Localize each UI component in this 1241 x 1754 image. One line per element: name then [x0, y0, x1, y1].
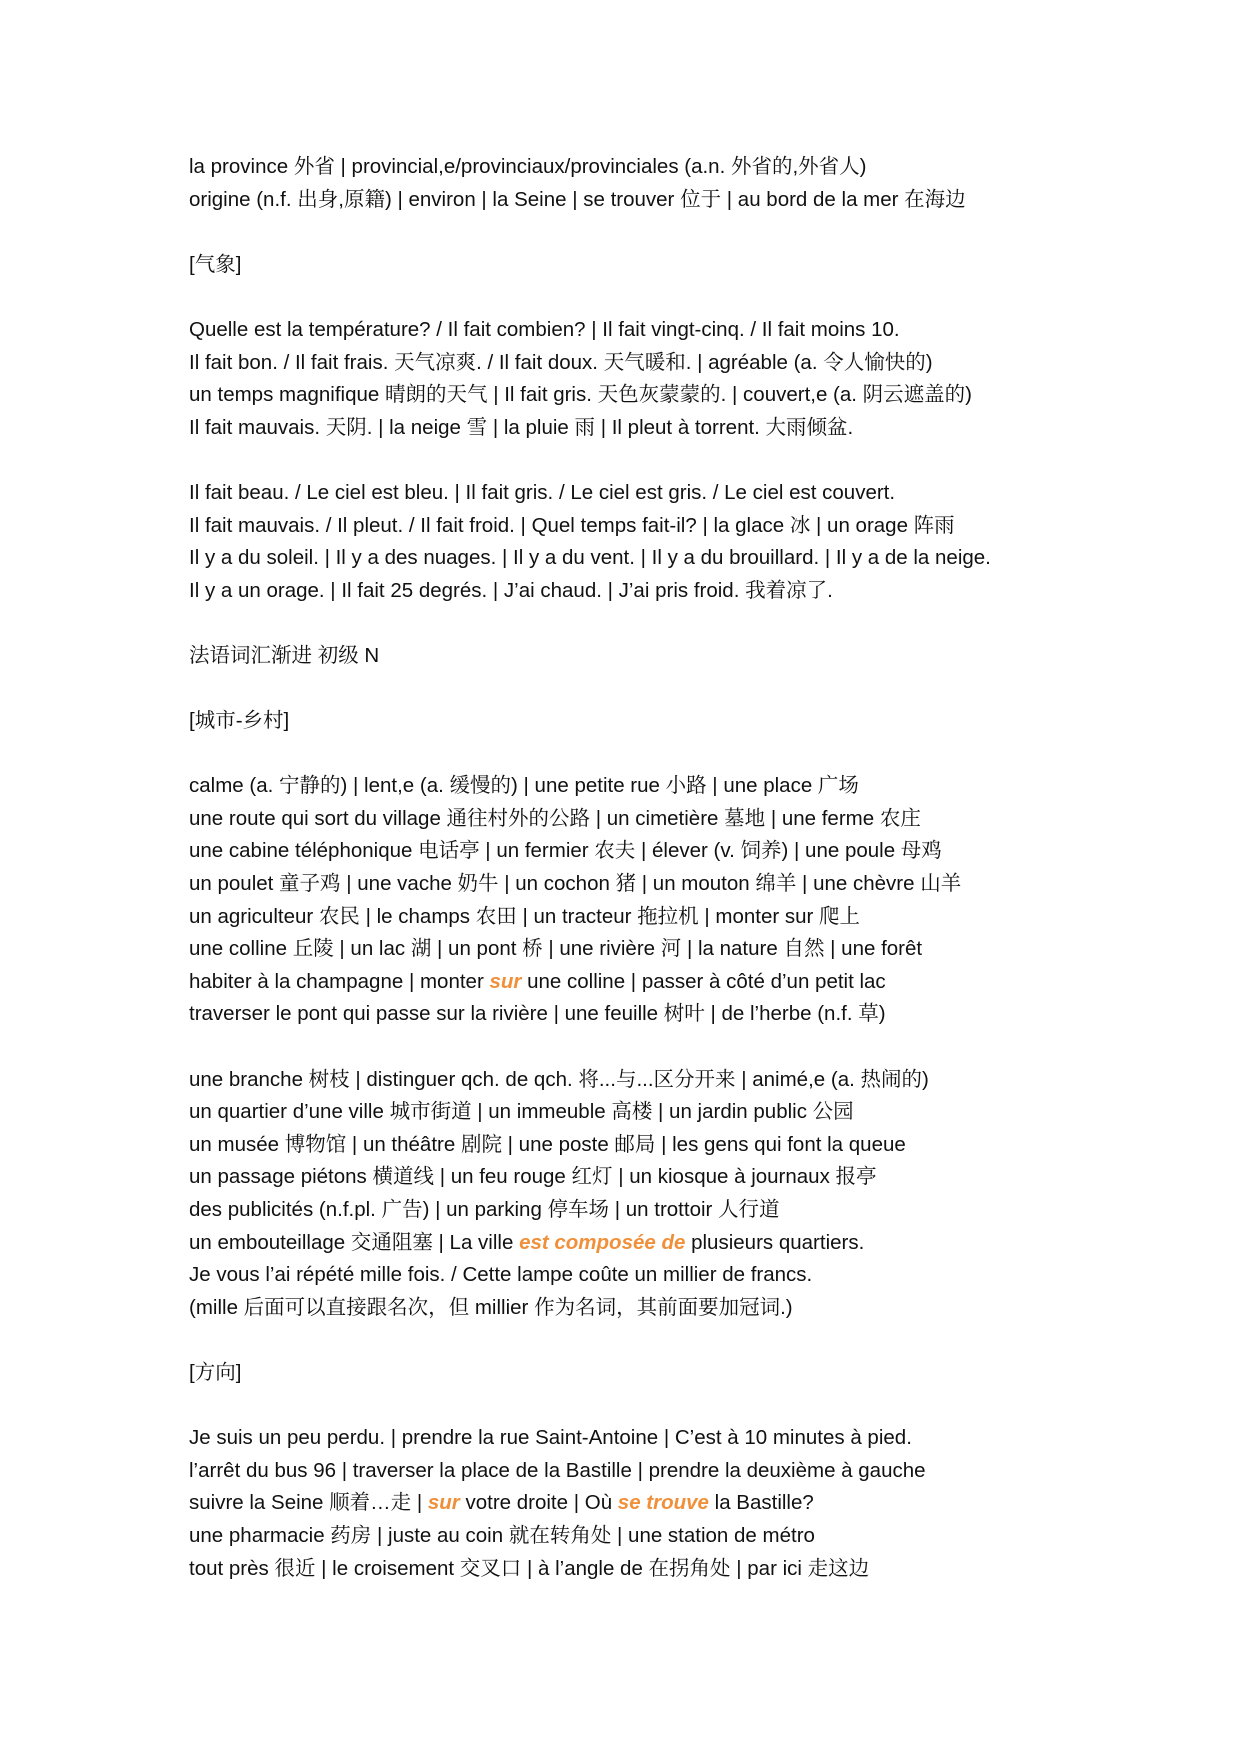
text-segment: [城市-乡村] [189, 709, 290, 733]
text-segment: Il y a un orage. | Il fait 25 degrés. | J’ai chaud. | J’ai pris froid. 我着凉了. [189, 578, 833, 602]
text-line [189, 347, 1089, 380]
text-line [189, 933, 1089, 966]
text-segment: tout près 很近 | le croisement 交叉口 | à l’angle de 在拐角处 | par ici 走这边 [189, 1556, 870, 1580]
text-segment: un poulet 童子鸡 | une vache 奶牛 | un cochon 猪 | un mouton 绵羊 | une chèvre 山羊 [189, 872, 962, 896]
text-segment: [气象] [189, 252, 242, 276]
text-line [189, 1520, 1089, 1553]
blank-line [189, 1324, 1089, 1357]
text-line [189, 803, 1089, 836]
text-segment: Il fait mauvais. 天阴. | la neige 雪 | la pluie 雨 | Il pleut à torrent. 大雨倾盆. [189, 415, 854, 439]
text-line [189, 575, 1089, 608]
text-line [189, 705, 1089, 738]
text-segment: origine (n.f. 出身,原籍) | environ | la Seine | se trouver 位于 | au bord de la mer 在海边 [189, 187, 966, 211]
text-line [189, 151, 1089, 184]
text-line [189, 1227, 1089, 1260]
text-segment: la Bastille? [708, 1491, 814, 1515]
text-line [189, 510, 1089, 543]
blank-line [189, 607, 1089, 640]
text-segment: Quelle est la température? / Il fait combien? | Il fait vingt-cinq. / Il fait moins 10. [189, 317, 900, 341]
blank-line [189, 281, 1089, 314]
document-page [189, 151, 1089, 1585]
text-segment: habiter à la champagne | monter [189, 969, 490, 993]
text-line [189, 901, 1089, 934]
text-line [189, 966, 1089, 999]
text-line [189, 1422, 1089, 1455]
text-segment: un temps magnifique 晴朗的天气 | Il fait gris. 天色灰蒙蒙的. | couvert,e (a. 阴云遮盖的) [189, 383, 973, 407]
text-segment: la province 外省 | provincial,e/provinciaux/provinciales (a.n. 外省的,外省人) [189, 155, 867, 178]
text-segment: Il fait mauvais. / Il pleut. / Il fait froid. | Quel temps fait-il? | la glace 冰 | un orage 阵雨 [189, 513, 955, 537]
text-segment: une colline | passer à côté d’un petit lac [521, 969, 886, 993]
text-segment: une pharmacie 药房 | juste au coin 就在转角处 | une station de métro [189, 1523, 815, 1547]
text-segment: Je suis un peu perdu. | prendre la rue Saint-Antoine | C’est à 10 minutes à pied. [189, 1426, 912, 1450]
text-line [189, 379, 1089, 412]
text-segment: une route qui sort du village 通往村外的公路 | un cimetière 墓地 | une ferme 农庄 [189, 806, 921, 830]
blank-line [189, 1390, 1089, 1423]
text-line [189, 998, 1089, 1031]
highlighted-phrase: est composée de [519, 1230, 686, 1254]
text-line [189, 770, 1089, 803]
text-segment: suivre la Seine 顺着…走 | [189, 1491, 428, 1515]
blank-line [189, 673, 1089, 706]
text-line [189, 835, 1089, 868]
text-line [189, 412, 1089, 445]
text-line [189, 640, 1089, 673]
text-line [189, 1194, 1089, 1227]
text-segment: des publicités (n.f.pl. 广告) | un parking 停车场 | un trottoir 人行道 [189, 1198, 780, 1221]
text-line [189, 1064, 1089, 1097]
text-segment: Je vous l’ai répété mille fois. / Cette lampe coûte un millier de francs. [189, 1263, 813, 1287]
text-segment: un embouteillage 交通阻塞 | La ville [189, 1230, 520, 1254]
text-segment: un agriculteur 农民 | le champs 农田 | un tracteur 拖拉机 | monter sur 爬上 [189, 904, 861, 928]
text-segment: une colline 丘陵 | un lac 湖 | un pont 桥 | une rivière 河 | la nature 自然 | une forêt [189, 937, 923, 961]
text-line [189, 1096, 1089, 1129]
text-line [189, 184, 1089, 217]
text-segment: un musée 博物馆 | un théâtre 剧院 | une poste 邮局 | les gens qui font la queue [189, 1132, 906, 1156]
blank-line [189, 444, 1089, 477]
text-segment: Il fait beau. / Le ciel est bleu. | Il fait gris. / Le ciel est gris. / Le ciel est couvert. [189, 480, 896, 504]
highlighted-phrase: sur [489, 969, 522, 993]
text-segment: (mille 后面可以直接跟名次，但 millier 作为名词，其前面要加冠词.) [189, 1295, 793, 1319]
highlighted-phrase: sur [427, 1491, 460, 1515]
text-segment: calme (a. 宁静的) | lent,e (a. 缓慢的) | une petite rue 小路 | une place 广场 [189, 774, 859, 798]
text-line [189, 1487, 1089, 1520]
blank-line [189, 738, 1089, 771]
text-segment: votre droite | Où [459, 1491, 618, 1515]
blank-line [189, 1031, 1089, 1064]
text-segment: Il fait bon. / Il fait frais. 天气凉爽. / Il fait doux. 天气暖和. | agréable (a. 令人愉快的) [189, 350, 933, 374]
text-line [189, 1455, 1089, 1488]
text-segment: un passage piétons 横道线 | un feu rouge 红灯 | un kiosque à journaux 报亭 [189, 1165, 877, 1189]
text-line [189, 477, 1089, 510]
text-line [189, 249, 1089, 282]
text-segment: un quartier d’une ville 城市街道 | un immeuble 高楼 | un jardin public 公园 [189, 1100, 854, 1124]
text-segment: traverser le pont qui passe sur la rivière | une feuille 树叶 | de l’herbe (n.f. 草) [189, 1002, 886, 1026]
text-line [189, 1161, 1089, 1194]
text-line [189, 868, 1089, 901]
text-line [189, 1129, 1089, 1162]
text-line [189, 314, 1089, 347]
text-segment: plusieurs quartiers. [685, 1230, 865, 1254]
text-segment: l’arrêt du bus 96 | traverser la place de la Bastille | prendre la deuxième à gauche [189, 1458, 926, 1482]
text-segment: 法语词汇渐进 初级 N [189, 643, 380, 667]
text-segment: Il y a du soleil. | Il y a des nuages. | Il y a du vent. | Il y a du brouillard. | Il y a de la neige. [189, 546, 991, 570]
text-line [189, 1292, 1089, 1325]
text-segment: une cabine téléphonique 电话亭 | un fermier 农夫 | élever (v. 饲养) | une poule 母鸡 [189, 839, 942, 863]
blank-line [189, 216, 1089, 249]
text-line [189, 1259, 1089, 1292]
text-line [189, 542, 1089, 575]
text-line [189, 1553, 1089, 1586]
text-segment: [方向] [189, 1360, 242, 1384]
highlighted-phrase: se trouve [617, 1491, 709, 1515]
text-segment: une branche 树枝 | distinguer qch. de qch. 将...与...区分开来 | animé,e (a. 热闹的) [189, 1067, 929, 1091]
text-line [189, 1357, 1089, 1390]
